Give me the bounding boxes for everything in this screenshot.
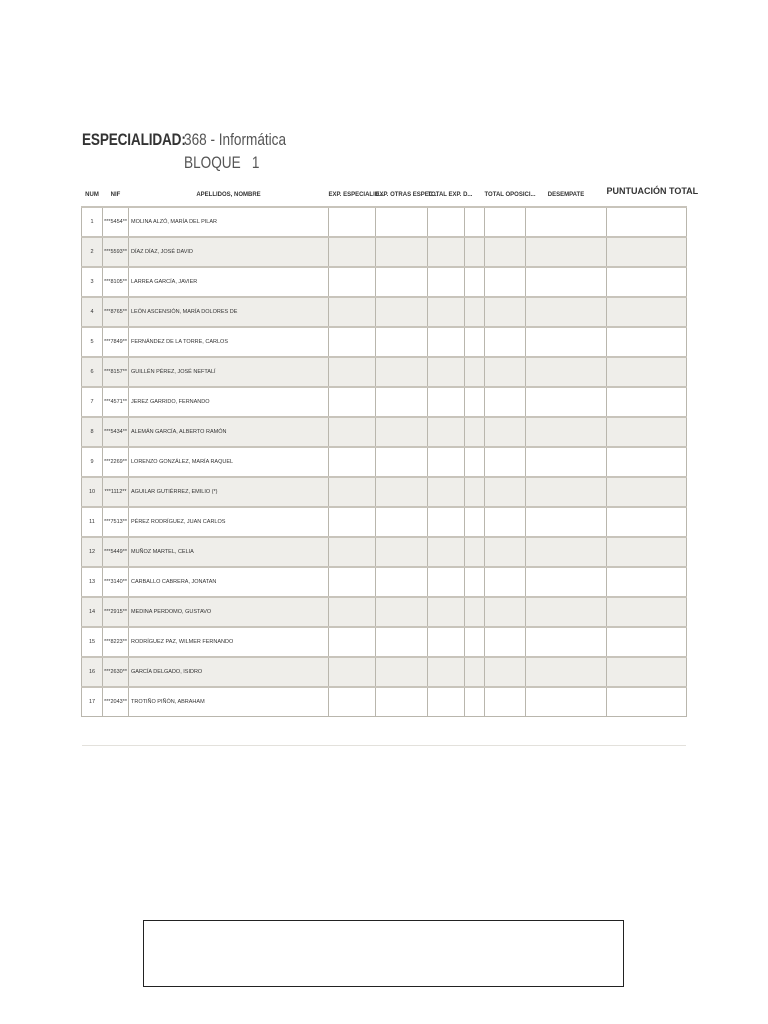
cell-total-opos xyxy=(485,357,526,387)
cell-name: LEÓN ASCENSIÓN, MARÍA DOLORES DE xyxy=(129,297,329,327)
cell-num: 15 xyxy=(82,627,103,657)
table-row xyxy=(82,507,687,537)
cell-name: MOLINA ALZÓ, MARÍA DEL PILAR xyxy=(129,207,329,237)
cell-nif: ***8223** xyxy=(103,627,129,657)
cell-num: 7 xyxy=(82,387,103,417)
cell-name: GUILLÉN PÉREZ, JOSÉ NEFTALÍ xyxy=(129,357,329,387)
cell-desempate xyxy=(526,687,607,717)
cell-num: 2 xyxy=(82,237,103,267)
cell-total-exp xyxy=(428,537,465,567)
cell-total-exp xyxy=(428,477,465,507)
cell-total-exp xyxy=(428,567,465,597)
cell-total-opos xyxy=(485,417,526,447)
cell-num: 16 xyxy=(82,657,103,687)
cell-total-opos xyxy=(485,477,526,507)
cell-exp-otras xyxy=(376,597,428,627)
cell-blank xyxy=(465,447,485,477)
table-body xyxy=(82,207,687,717)
especialidad-value: 368 - Informática xyxy=(184,130,287,149)
cell-nif: ***2630** xyxy=(103,657,129,687)
cell-exp-esp xyxy=(329,597,376,627)
cell-name: LARREA GARCÍA, JAVIER xyxy=(129,267,329,297)
cell-blank xyxy=(465,387,485,417)
col-header-nombre: APELLIDOS, NOMBRE xyxy=(196,191,261,198)
cell-exp-otras xyxy=(376,657,428,687)
cell-exp-otras xyxy=(376,507,428,537)
cell-total-exp xyxy=(428,237,465,267)
cell-exp-esp xyxy=(329,207,376,237)
cell-total-exp xyxy=(428,687,465,717)
cell-name: TROTIÑO PIÑÓN, ABRAHAM xyxy=(129,687,329,717)
col-header-exp-otras: EXP. OTRAS ESPEC... xyxy=(375,191,439,198)
especialidad-label: ESPECIALIDAD: xyxy=(82,130,186,149)
cell-num: 4 xyxy=(82,297,103,327)
cell-desempate xyxy=(526,357,607,387)
cell-blank xyxy=(465,327,485,357)
cell-total-exp xyxy=(428,387,465,417)
cell-desempate xyxy=(526,387,607,417)
cell-exp-otras xyxy=(376,237,428,267)
table-row xyxy=(82,357,687,387)
table-row xyxy=(82,237,687,267)
col-header-nif: NIF xyxy=(110,191,121,198)
cell-nif: ***5454** xyxy=(103,207,129,237)
cell-total-exp xyxy=(428,507,465,537)
cell-total-opos xyxy=(485,627,526,657)
cell-exp-otras xyxy=(376,297,428,327)
results-table xyxy=(81,183,699,717)
cell-nif: ***1112** xyxy=(103,477,129,507)
cell-name: JEREZ GARRIDO, FERNANDO xyxy=(129,387,329,417)
cell-blank xyxy=(465,417,485,447)
table-row xyxy=(82,417,687,447)
cell-desempate xyxy=(526,627,607,657)
cell-blank xyxy=(465,567,485,597)
cell-puntuacion xyxy=(607,207,687,237)
cell-exp-otras xyxy=(376,567,428,597)
cell-num: 14 xyxy=(82,597,103,627)
cell-total-exp xyxy=(428,627,465,657)
cell-exp-otras xyxy=(376,417,428,447)
cell-total-opos xyxy=(485,537,526,567)
cell-num: 8 xyxy=(82,417,103,447)
cell-exp-esp xyxy=(329,267,376,297)
cell-nif: ***8765** xyxy=(103,297,129,327)
cell-total-opos xyxy=(485,567,526,597)
cell-total-exp xyxy=(428,657,465,687)
cell-exp-otras xyxy=(376,267,428,297)
cell-exp-esp xyxy=(329,627,376,657)
table-row xyxy=(82,597,687,627)
cell-puntuacion xyxy=(607,237,687,267)
table-row xyxy=(82,297,687,327)
cell-num: 10 xyxy=(82,477,103,507)
cell-num: 3 xyxy=(82,267,103,297)
cell-desempate xyxy=(526,267,607,297)
cell-blank xyxy=(465,237,485,267)
cell-exp-esp xyxy=(329,297,376,327)
cell-nif: ***7513** xyxy=(103,507,129,537)
cell-name: ALEMÁN GARCÍA, ALBERTO RAMÓN xyxy=(129,417,329,447)
cell-exp-esp xyxy=(329,477,376,507)
cell-total-opos xyxy=(485,237,526,267)
cell-desempate xyxy=(526,657,607,687)
cell-exp-esp xyxy=(329,657,376,687)
cell-exp-esp xyxy=(329,327,376,357)
cell-nif: ***5449** xyxy=(103,537,129,567)
col-header-total-opos: TOTAL OPOSICI... xyxy=(484,191,536,198)
cell-nif: ***7849** xyxy=(103,327,129,357)
cell-exp-otras xyxy=(376,687,428,717)
cell-desempate xyxy=(526,207,607,237)
cell-exp-esp xyxy=(329,417,376,447)
cell-desempate xyxy=(526,447,607,477)
cell-num: 17 xyxy=(82,687,103,717)
cell-name: PÉREZ RODRÍGUEZ, JUAN CARLOS xyxy=(129,507,329,537)
cell-num: 12 xyxy=(82,537,103,567)
cell-blank xyxy=(465,207,485,237)
cell-total-exp xyxy=(428,417,465,447)
table-header-row xyxy=(82,183,687,207)
cell-desempate xyxy=(526,297,607,327)
table-row xyxy=(82,567,687,597)
cell-total-opos xyxy=(485,507,526,537)
cell-name: AGUILAR GUTIÉRREZ, EMILIO (*) xyxy=(129,477,329,507)
cell-total-opos xyxy=(485,387,526,417)
cell-desempate xyxy=(526,237,607,267)
table-row xyxy=(82,207,687,237)
cell-name: RODRÍGUEZ PAZ, WILMER FERNANDO xyxy=(129,627,329,657)
cell-nif: ***5434** xyxy=(103,417,129,447)
cell-nif: ***5593** xyxy=(103,237,129,267)
bloque-heading xyxy=(184,153,259,173)
cell-exp-esp xyxy=(329,537,376,567)
cell-num: 5 xyxy=(82,327,103,357)
cell-total-exp xyxy=(428,357,465,387)
table-row xyxy=(82,267,687,297)
col-header-num: NUM xyxy=(85,191,99,198)
cell-nif: ***4571** xyxy=(103,387,129,417)
cell-total-exp xyxy=(428,267,465,297)
table-row xyxy=(82,327,687,357)
cell-num: 9 xyxy=(82,447,103,477)
cell-name: LORENZO GONZÁLEZ, MARÍA RAQUEL xyxy=(129,447,329,477)
cell-blank xyxy=(465,687,485,717)
cell-blank xyxy=(465,267,485,297)
cell-desempate xyxy=(526,507,607,537)
cell-desempate xyxy=(526,327,607,357)
cell-exp-otras xyxy=(376,327,428,357)
cell-total-exp xyxy=(428,447,465,477)
table-row xyxy=(82,477,687,507)
cell-total-exp xyxy=(428,207,465,237)
col-header-total-exp: TOTAL EXP. D... xyxy=(427,191,473,198)
cell-blank xyxy=(465,297,485,327)
table-row xyxy=(82,627,687,657)
cell-puntuacion xyxy=(607,507,687,537)
cell-blank xyxy=(465,657,485,687)
cell-total-opos xyxy=(485,687,526,717)
table-row xyxy=(82,537,687,567)
cell-num: 13 xyxy=(82,567,103,597)
cell-exp-otras xyxy=(376,357,428,387)
cell-name: MUÑOZ MARTEL, CELIA xyxy=(129,537,329,567)
cell-exp-esp xyxy=(329,687,376,717)
cell-name: FERNÁNDEZ DE LA TORRE, CARLOS xyxy=(129,327,329,357)
cell-nif: ***8105** xyxy=(103,267,129,297)
cell-num: 11 xyxy=(82,507,103,537)
cell-desempate xyxy=(526,597,607,627)
cell-num: 1 xyxy=(82,207,103,237)
divider xyxy=(82,745,686,746)
cell-num: 6 xyxy=(82,357,103,387)
cell-blank xyxy=(465,597,485,627)
cell-puntuacion xyxy=(607,627,687,657)
cell-name: CARBALLO CABRERA, JONATAN xyxy=(129,567,329,597)
col-header-exp-esp: EXP. ESPECIALID... xyxy=(328,191,385,198)
cell-exp-otras xyxy=(376,207,428,237)
cell-blank xyxy=(465,537,485,567)
cell-puntuacion xyxy=(607,687,687,717)
cell-total-opos xyxy=(485,327,526,357)
col-header-desempate: DESEMPATE xyxy=(547,191,585,198)
cell-nif: ***8157** xyxy=(103,357,129,387)
cell-exp-otras xyxy=(376,477,428,507)
col-header-puntuacion: PUNTUACIÓN TOTAL xyxy=(606,186,699,196)
cell-desempate xyxy=(526,537,607,567)
cell-exp-esp xyxy=(329,447,376,477)
cell-exp-otras xyxy=(376,447,428,477)
cell-nif: ***2269** xyxy=(103,447,129,477)
cell-exp-esp xyxy=(329,357,376,387)
cell-total-exp xyxy=(428,597,465,627)
cell-exp-otras xyxy=(376,627,428,657)
cell-blank xyxy=(465,357,485,387)
cell-exp-otras xyxy=(376,537,428,567)
cell-name: GARCÍA DELGADO, ISIDRO xyxy=(129,657,329,687)
cell-total-exp xyxy=(428,297,465,327)
cell-exp-esp xyxy=(329,507,376,537)
cell-puntuacion xyxy=(607,657,687,687)
cell-puntuacion xyxy=(607,417,687,447)
cell-nif: ***2043** xyxy=(103,687,129,717)
cell-puntuacion xyxy=(607,267,687,297)
cell-total-opos xyxy=(485,657,526,687)
table-row xyxy=(82,657,687,687)
cell-total-opos xyxy=(485,207,526,237)
cell-puntuacion xyxy=(607,447,687,477)
cell-name: DÍAZ DÍAZ, JOSÉ DAVID xyxy=(129,237,329,267)
cell-exp-otras xyxy=(376,387,428,417)
cell-desempate xyxy=(526,417,607,447)
cell-total-opos xyxy=(485,297,526,327)
cell-desempate xyxy=(526,477,607,507)
cell-blank xyxy=(465,627,485,657)
table-row xyxy=(82,387,687,417)
cell-puntuacion xyxy=(607,477,687,507)
cell-puntuacion xyxy=(607,297,687,327)
cell-total-opos xyxy=(485,597,526,627)
bloque-label: BLOQUE xyxy=(184,153,241,172)
cell-desempate xyxy=(526,567,607,597)
cell-exp-esp xyxy=(329,237,376,267)
table-row xyxy=(82,687,687,717)
cell-puntuacion xyxy=(607,597,687,627)
cell-name: MEDINA PERDOMO, GUSTAVO xyxy=(129,597,329,627)
bloque-value: 1 xyxy=(251,153,260,172)
cell-puntuacion xyxy=(607,537,687,567)
cell-nif: ***3140** xyxy=(103,567,129,597)
signature-box xyxy=(143,920,624,987)
cell-blank xyxy=(465,507,485,537)
cell-total-opos xyxy=(485,447,526,477)
cell-blank xyxy=(465,477,485,507)
cell-total-opos xyxy=(485,267,526,297)
table-row xyxy=(82,447,687,477)
cell-nif: ***2915** xyxy=(103,597,129,627)
cell-puntuacion xyxy=(607,357,687,387)
cell-puntuacion xyxy=(607,387,687,417)
cell-exp-esp xyxy=(329,567,376,597)
cell-puntuacion xyxy=(607,567,687,597)
cell-total-exp xyxy=(428,327,465,357)
cell-exp-esp xyxy=(329,387,376,417)
cell-puntuacion xyxy=(607,327,687,357)
